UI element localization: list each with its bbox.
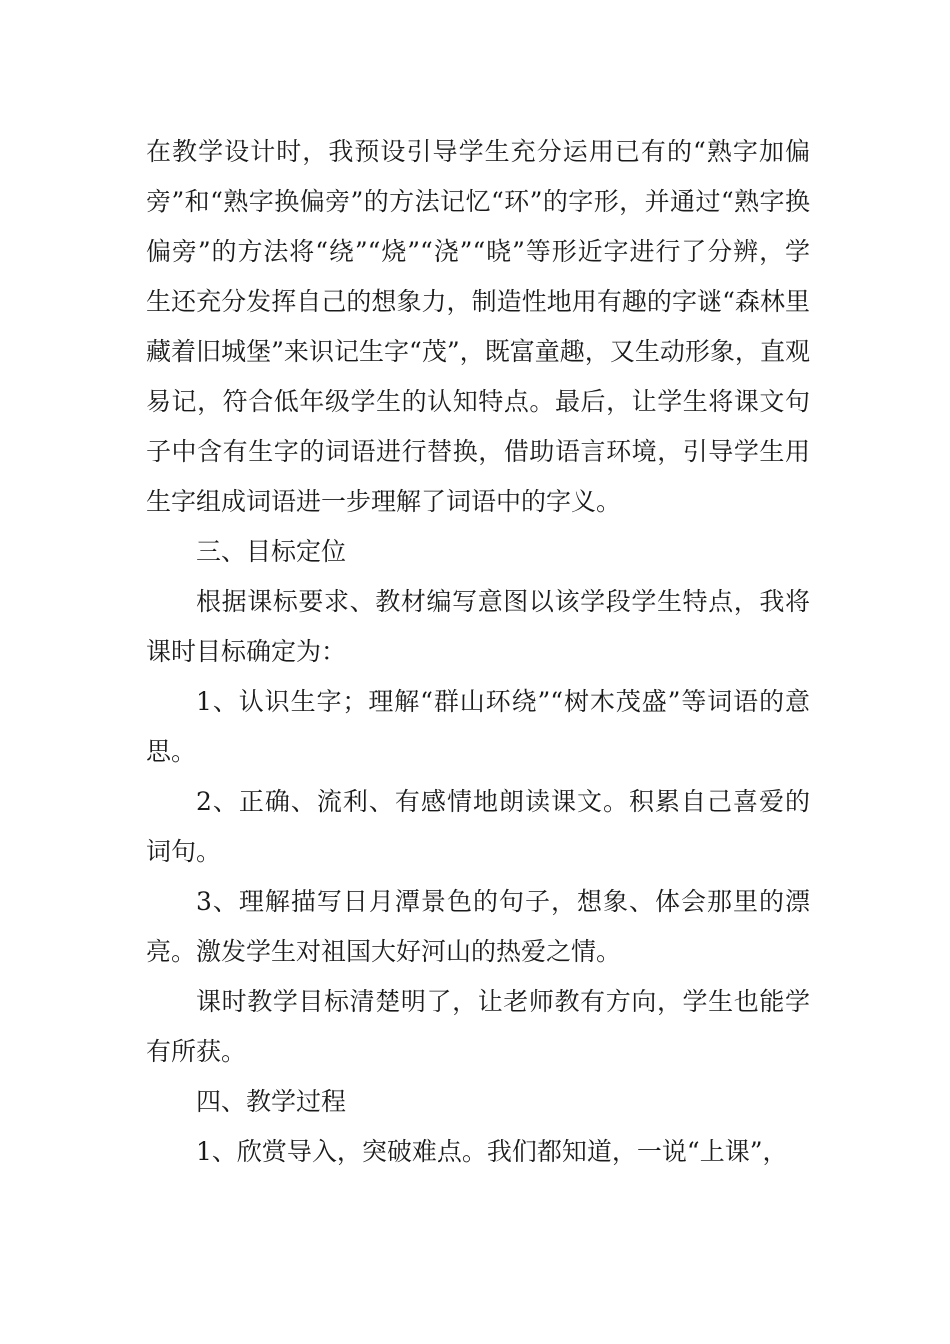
section-heading-process: 四、教学过程: [196, 1087, 347, 1116]
process-item-1: 1、欣赏导入，突破难点。我们都知道，一说“上课”，: [196, 1137, 788, 1166]
goal-item-2: 2、正确、流利、有感情地朗读课文。积累自己喜爱的词句。: [146, 787, 810, 866]
document-body: [146, 127, 810, 1177]
paragraph-goal-intro: 根据课标要求、教材编写意图以该学段学生特点，我将课时目标确定为：: [146, 587, 810, 666]
goal-item-3: 3、理解描写日月潭景色的句子，想象、体会那里的漂亮。激发学生对祖国大好河山的热爱之情。: [146, 887, 810, 966]
paragraph-design: 在教学设计时，我预设引导学生充分运用已有的“熟字加偏旁”和“熟字换偏旁”的方法记忆“环”的字形，并通过“熟字换偏旁”的方法将“绕”“烧”“浇”“晓”等形近字进行了分辨，学生还充分发挥自己的想象力，制造性地用有趣的字谜“森林里藏着旧城堡”来识记生字“茂”，既富童趣，又生动形象，直观易记，符合低年级学生的认知特点。最后，让学生将课文句子中含有生字的词语进行替换，借助语言环境，引导学生用生字组成词语进一步理解了词语中的字义。: [146, 137, 810, 516]
paragraph-goal-summary: 课时教学目标清楚明了，让老师教有方向，学生也能学有所获。: [146, 987, 810, 1066]
section-heading-goal: 三、目标定位: [196, 537, 347, 566]
goal-item-1: 1、认识生字；理解“群山环绕”“树木茂盛”等词语的意思。: [146, 687, 810, 766]
